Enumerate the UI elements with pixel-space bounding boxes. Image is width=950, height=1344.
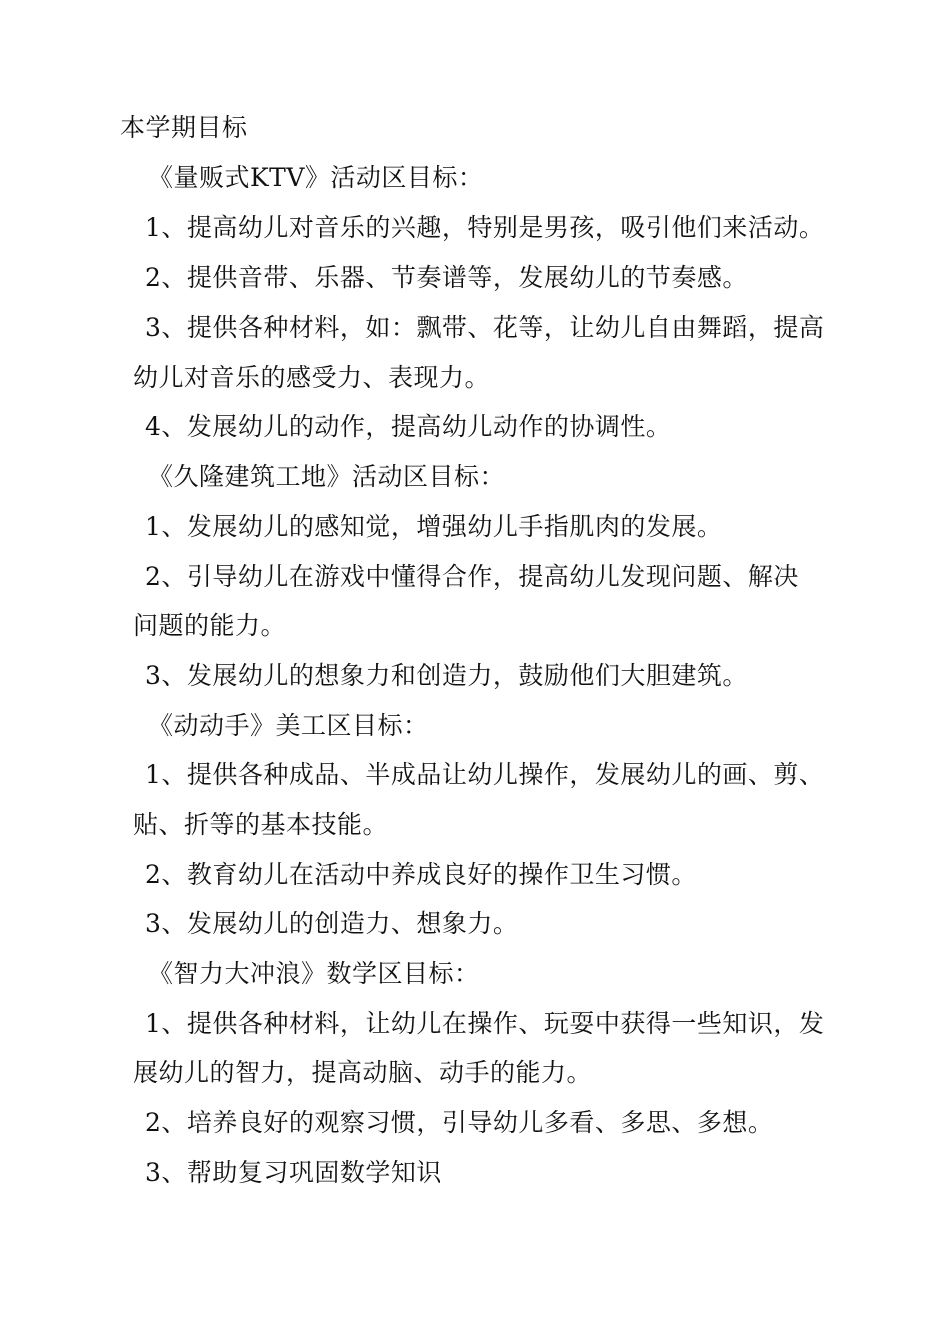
paragraph-line: 贴、折等的基本技能。 — [133, 810, 389, 839]
paragraph-line: 3、发展幼儿的想象力和创造力，鼓励他们大胆建筑。 — [145, 661, 748, 690]
paragraph-line: 展幼儿的智力，提高动脑、动手的能力。 — [133, 1058, 593, 1087]
paragraph-line: 2、培养良好的观察习惯，引导幼儿多看、多思、多想。 — [145, 1108, 774, 1137]
section-heading-art: 《动动手》美工区目标： — [148, 711, 429, 740]
section-heading-construction: 《久隆建筑工地》活动区目标： — [148, 462, 506, 491]
section-heading-math: 《智力大冲浪》数学区目标： — [148, 959, 480, 988]
page-title: 本学期目标 — [120, 113, 248, 142]
paragraph-line: 1、提高幼儿对音乐的兴趣，特别是男孩，吸引他们来活动。 — [145, 213, 825, 242]
paragraph-line: 幼儿对音乐的感受力、表现力。 — [133, 363, 491, 392]
paragraph-line: 2、教育幼儿在活动中养成良好的操作卫生习惯。 — [145, 860, 697, 889]
paragraph-line: 4、发展幼儿的动作，提高幼儿动作的协调性。 — [145, 412, 672, 441]
paragraph-line: 1、提供各种成品、半成品让幼儿操作，发展幼儿的画、剪、 — [145, 760, 825, 789]
paragraph-line: 1、发展幼儿的感知觉，增强幼儿手指肌肉的发展。 — [145, 512, 723, 541]
paragraph-line: 2、提供音带、乐器、节奏谱等，发展幼儿的节奏感。 — [145, 263, 748, 292]
paragraph-line: 问题的能力。 — [133, 611, 287, 640]
paragraph-line: 3、提供各种材料，如：飘带、花等，让幼儿自由舞蹈，提高 — [145, 313, 825, 342]
paragraph-line: 1、提供各种材料，让幼儿在操作、玩耍中获得一些知识，发 — [145, 1009, 825, 1038]
paragraph-line: 3、帮助复习巩固数学知识 — [145, 1158, 442, 1187]
section-heading-ktv: 《量贩式KTV》活动区目标： — [148, 163, 484, 192]
paragraph-line: 3、发展幼儿的创造力、想象力。 — [145, 909, 519, 938]
paragraph-line: 2、引导幼儿在游戏中懂得合作，提高幼儿发现问题、解决 — [145, 562, 799, 591]
